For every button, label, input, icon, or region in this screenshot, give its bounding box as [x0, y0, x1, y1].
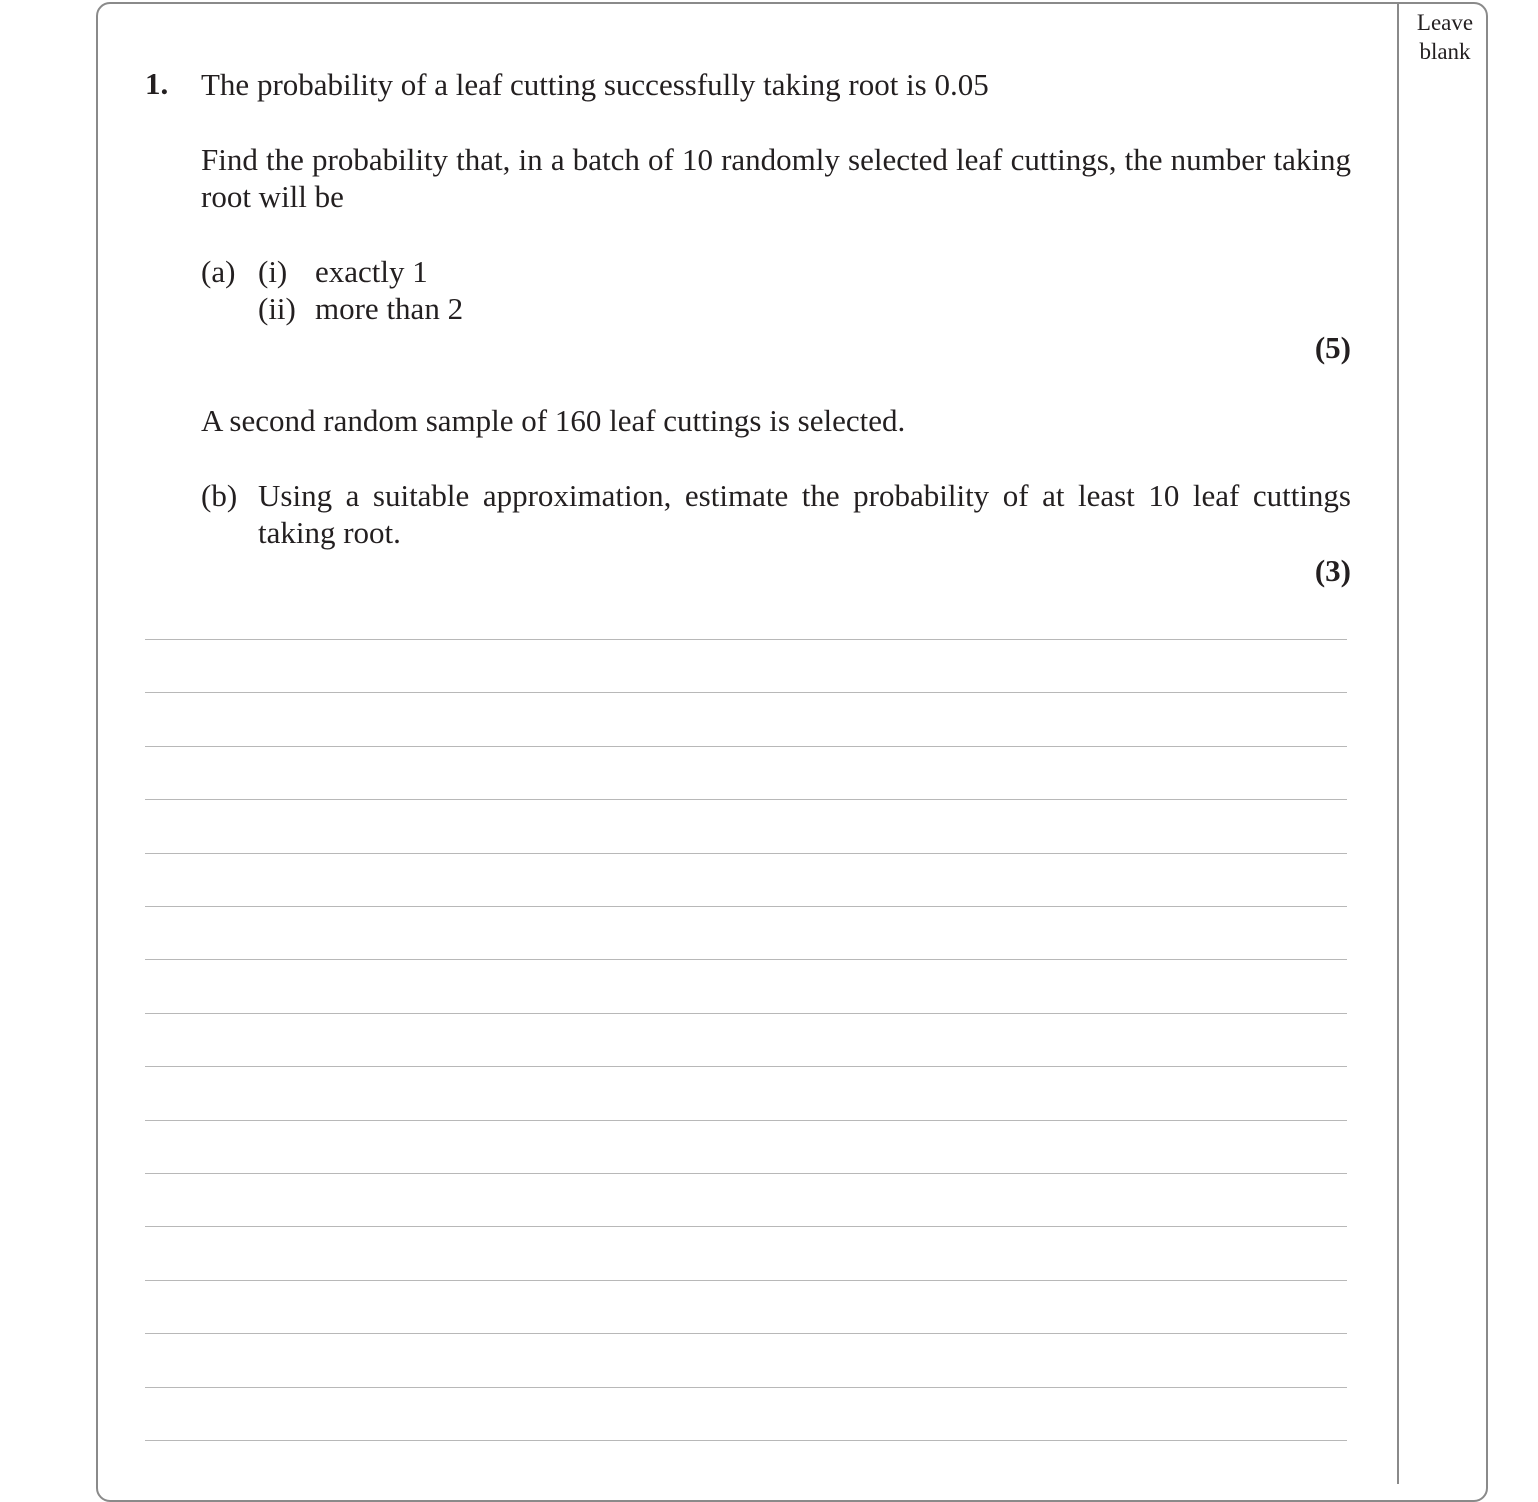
- answer-line: [145, 746, 1347, 747]
- page-frame: [96, 2, 1488, 1502]
- answer-line: [145, 906, 1347, 907]
- part-a-ii-text: more than 2: [315, 291, 464, 326]
- leave-blank-label: Leave blank: [1416, 10, 1474, 64]
- answer-line: [145, 1066, 1347, 1067]
- question-stem: The probability of a leaf cutting successfully taking root is 0.05: [201, 67, 989, 102]
- part-a-i-label: (i): [258, 254, 288, 289]
- answer-line: [145, 1226, 1347, 1227]
- answer-line: [145, 1440, 1347, 1441]
- second-sample-text: A second random sample of 160 leaf cuttings is selected.: [201, 403, 906, 438]
- answer-line: [145, 853, 1347, 854]
- part-a-i-text: exactly 1: [315, 254, 428, 289]
- answer-line: [145, 1333, 1347, 1334]
- answer-line: [145, 1173, 1347, 1174]
- part-a-label: (a): [201, 254, 236, 289]
- part-b-text: Using a suitable approximation, estimate the probability of at least 10 leaf cuttings taking root.: [258, 478, 1351, 550]
- answer-line: [145, 1013, 1347, 1014]
- part-b-marks: (3): [1314, 553, 1351, 588]
- part-a-marks: (5): [1314, 330, 1351, 365]
- part-a-ii-label: (ii): [258, 291, 296, 326]
- leave-blank-column-divider: [1397, 2, 1399, 1484]
- question-instruction: Find the probability that, in a batch of 10 randomly selected leaf cuttings, the number taking root will be: [201, 142, 1351, 214]
- answer-line: [145, 692, 1347, 693]
- answer-line: [145, 639, 1347, 640]
- part-b-label: (b): [201, 478, 238, 513]
- answer-line: [145, 799, 1347, 800]
- answer-line: [145, 1280, 1347, 1281]
- question-number: 1.: [145, 66, 169, 101]
- answer-line: [145, 959, 1347, 960]
- answer-line: [145, 1120, 1347, 1121]
- answer-line: [145, 1387, 1347, 1388]
